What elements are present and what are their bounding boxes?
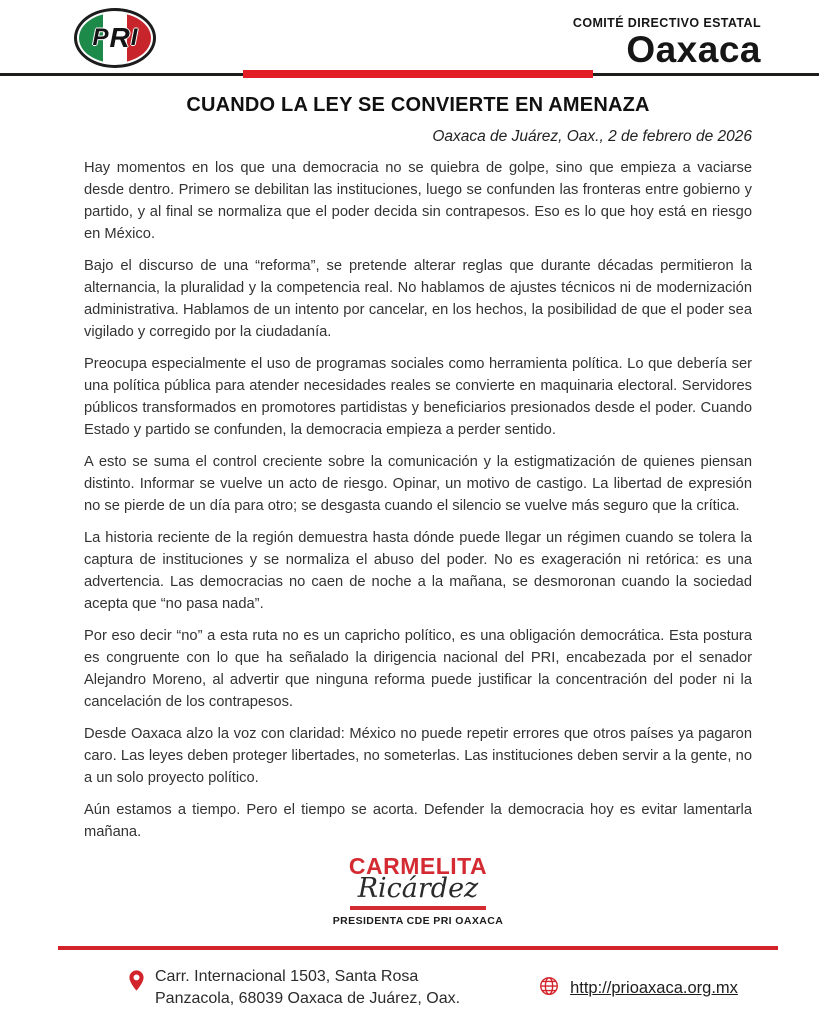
location-pin-icon: [128, 969, 145, 998]
paragraph: A esto se suma el control creciente sobre la comunicación y la estigmatización de quienes piensan distinto. Informar se vuelve un acto de riesgo. Opinar, un motivo de castigo. La libertad de expresión no se pierde de un día para otro; se desgasta cuando el silencio se vuelve más seguro que la crítica.: [84, 454, 752, 514]
pri-logo-letters: P R I: [92, 22, 138, 53]
divider-red-bar: [243, 70, 593, 78]
paragraph: Aún estamos a tiempo. Pero el tiempo se acorta. Defender la democracia hoy es evitar lamentarla mañana.: [84, 802, 752, 840]
header-title-block: [573, 8, 761, 68]
paragraph: La historia reciente de la región demuestra hasta dónde puede llegar un régimen cuando se tolera la captura de instituciones y se normaliza el abuso del poder. No es exageración ni retórica: es una advertencia. Las democracias no caen de noche a la mañana, se desmoronan cuando la sociedad acepta que “no pasa nada”.: [84, 530, 752, 612]
page-title: CUANDO LA LEY SE CONVIERTE EN AMENAZA: [186, 94, 650, 116]
paragraph: Por eso decir “no” a esta ruta no es un capricho político, es una obligación democrática. Esta postura es congruente con lo que ha señalado la dirigencia nacional del PRI, encabezada por el senador Alejandro Moreno, al advertir que ninguna reforma puede justificar la concentración del poder ni la cancelación de los contrapesos.: [84, 628, 752, 710]
website-link[interactable]: http://prioaxaca.org.mx: [570, 979, 738, 997]
signature-block: [84, 853, 752, 927]
paragraph: Preocupa especialmente el uso de programas sociales como herramienta política. Lo que debería ser una política pública para atender necesidades reales se convierte en maquinaria electoral. Servidores públicos transformados en promotores partidistas y beneficiarios presionados desde el poder. Cuando Estado y partido se confunden, la democracia empieza a perder sentido.: [84, 356, 752, 438]
footer-divider: [58, 946, 778, 950]
paragraph: Hay momentos en los que una democracia no se quiebra de golpe, sino que empieza a vaciarse desde dentro. Primero se debilitan las instituciones, luego se confunden las fronteras entre gobierno y partido, y al final se normaliza que el poder decida sin contrapesos. Eso es lo que hoy está en riesgo en México.: [84, 160, 752, 242]
paragraph: Desde Oaxaca alzo la voz con claridad: México no puede repetir errores que otros países ya pagaron caro. Las leyes deben proteger libertades, no someterlas. Las instituciones deben servir a la gente, no a un solo proyecto político.: [84, 726, 752, 786]
signature-first-name: CARMELITA: [348, 853, 488, 879]
footer: [0, 946, 819, 1024]
pri-logo: [74, 8, 156, 68]
letter-body: [0, 70, 819, 927]
dateline: Oaxaca de Juárez, Oax., 2 de febrero de 2026: [432, 128, 752, 145]
header-divider: [0, 70, 819, 79]
footer-address-item: [128, 966, 460, 1010]
globe-icon: [538, 975, 560, 1002]
paragraph: Bajo el discurso de una “reforma”, se pretende alterar reglas que durante décadas permitieron la alternancia, la pluralidad y la competencia real. No hablamos de ajustes técnicos ni de modernización administrativa. Hablamos de un intento por cancelar, en los hechos, la posibilidad de que el poder sea vigilado y corregido por la ciudadanía.: [84, 258, 752, 340]
signature-role: PRESIDENTA CDE PRI OAXACA: [332, 915, 504, 927]
signature-last-name: Ricárdez: [357, 873, 479, 904]
committee-line: COMITÉ DIRECTIVO ESTATAL: [572, 16, 761, 30]
signature-red-line: [350, 906, 486, 910]
header: [0, 0, 819, 70]
footer-website-item: [538, 975, 738, 1002]
address-line-2: Panzacola, 68039 Oaxaca de Juárez, Oax.: [155, 990, 461, 1007]
address-text: [155, 966, 460, 1010]
state-name: Oaxaca: [626, 29, 761, 70]
address-line-1: Carr. Internacional 1503, Santa Rosa: [155, 968, 419, 985]
